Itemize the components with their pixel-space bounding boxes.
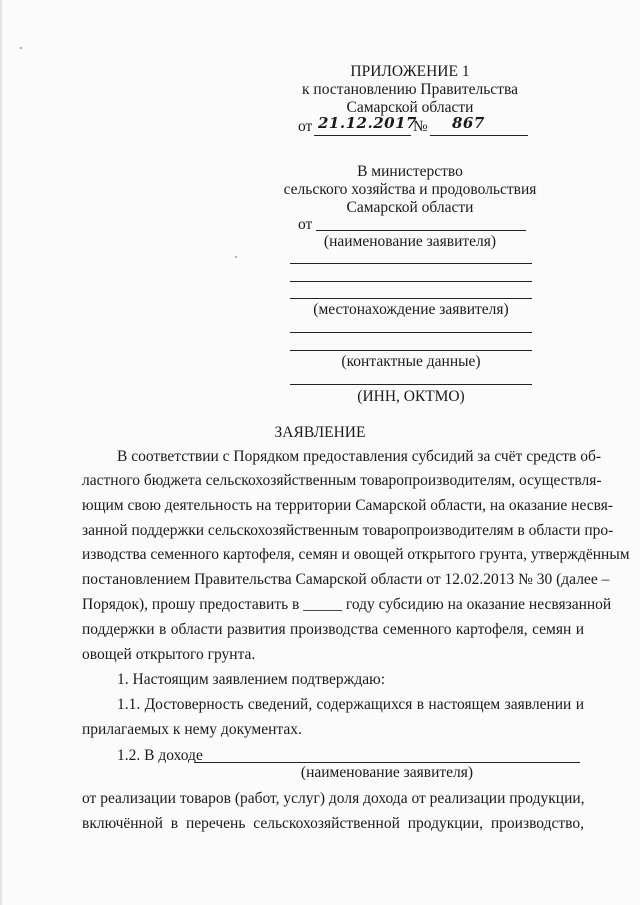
contacts-caption: (контактные данные) <box>341 353 481 370</box>
scan-edge <box>0 0 2 905</box>
body-line: овощей открытого грунта. <box>82 646 256 663</box>
date-underline <box>314 135 411 136</box>
body-line: ластного бюджета сельскохозяйственным товаропроизводителям, осуществля- <box>82 472 602 489</box>
body-line: прилагаемых к нему документах. <box>82 721 302 738</box>
from-prefix: от <box>298 216 313 233</box>
body-line: В соответствии с Порядком предоставления субсидий за счёт средств об- <box>117 448 602 465</box>
handwritten-date: 21.12.2017 <box>318 114 417 132</box>
inn-caption: (ИНН, ОКТМО) <box>357 388 465 405</box>
body-line: от реализации товаров (работ, услуг) доля дохода от реализации продукции, <box>82 790 585 807</box>
statement-title: ЗАЯВЛЕНИЕ <box>274 424 366 441</box>
number-prefix: № <box>413 118 428 135</box>
appendix-region: Самарской области <box>346 99 474 116</box>
addressee-line-1: В министерство <box>357 163 463 180</box>
income-caption: (наименование заявителя) <box>300 764 474 781</box>
number-underline <box>430 135 528 136</box>
contacts-line[interactable] <box>290 350 532 351</box>
appendix-subtitle: к постановлению Правительства <box>302 81 518 98</box>
body-line: ющим свою деятельность на территории Самарской области, на оказание несвя- <box>82 497 614 514</box>
confirm-heading: 1. Настоящим заявлением подтверждаю: <box>117 671 386 688</box>
body-line: включённой в перечень сельскохозяйственной продукции, производство, <box>82 815 584 832</box>
addressee-line-2: сельского хозяйства и продовольствия <box>283 181 537 198</box>
body-line: изводства семенного картофеля, семян и овощей открытого грунта, утверждённым <box>82 546 630 563</box>
applicant-name-line-3[interactable] <box>290 281 532 282</box>
applicant-location-line[interactable] <box>290 298 532 299</box>
applicant-name-line[interactable] <box>316 230 526 231</box>
location-line-2[interactable] <box>290 332 532 333</box>
body-line: Порядок), прошу предоставить в _____ году субсидию на оказание несвязанной <box>82 596 612 613</box>
inn-line[interactable] <box>290 384 532 385</box>
body-line: занной поддержки сельскохозяйственным товаропроизводителям в области про- <box>82 522 614 539</box>
location-caption: (местонахождение заявителя) <box>313 301 509 318</box>
body-line: постановлением Правительства Самарской области от 12.02.2013 № 30 (далее – <box>82 571 610 588</box>
body-line: 1.1. Достоверность сведений, содержащихся в настоящем заявлении и <box>117 696 584 713</box>
addressee-line-3: Самарской области <box>346 199 474 216</box>
date-prefix: от <box>298 118 313 135</box>
appendix-title: ПРИЛОЖЕНИЕ 1 <box>350 63 470 80</box>
income-clause: 1.2. В доходе <box>117 747 203 764</box>
body-line: поддержки в области развития производства семенного картофеля, семян и <box>82 621 584 638</box>
applicant-name-caption: (наименование заявителя) <box>323 233 497 250</box>
applicant-name-line-2[interactable] <box>290 263 532 264</box>
scan-speck <box>20 47 22 49</box>
handwritten-number: 867 <box>452 114 485 132</box>
scan-speck <box>235 256 237 258</box>
